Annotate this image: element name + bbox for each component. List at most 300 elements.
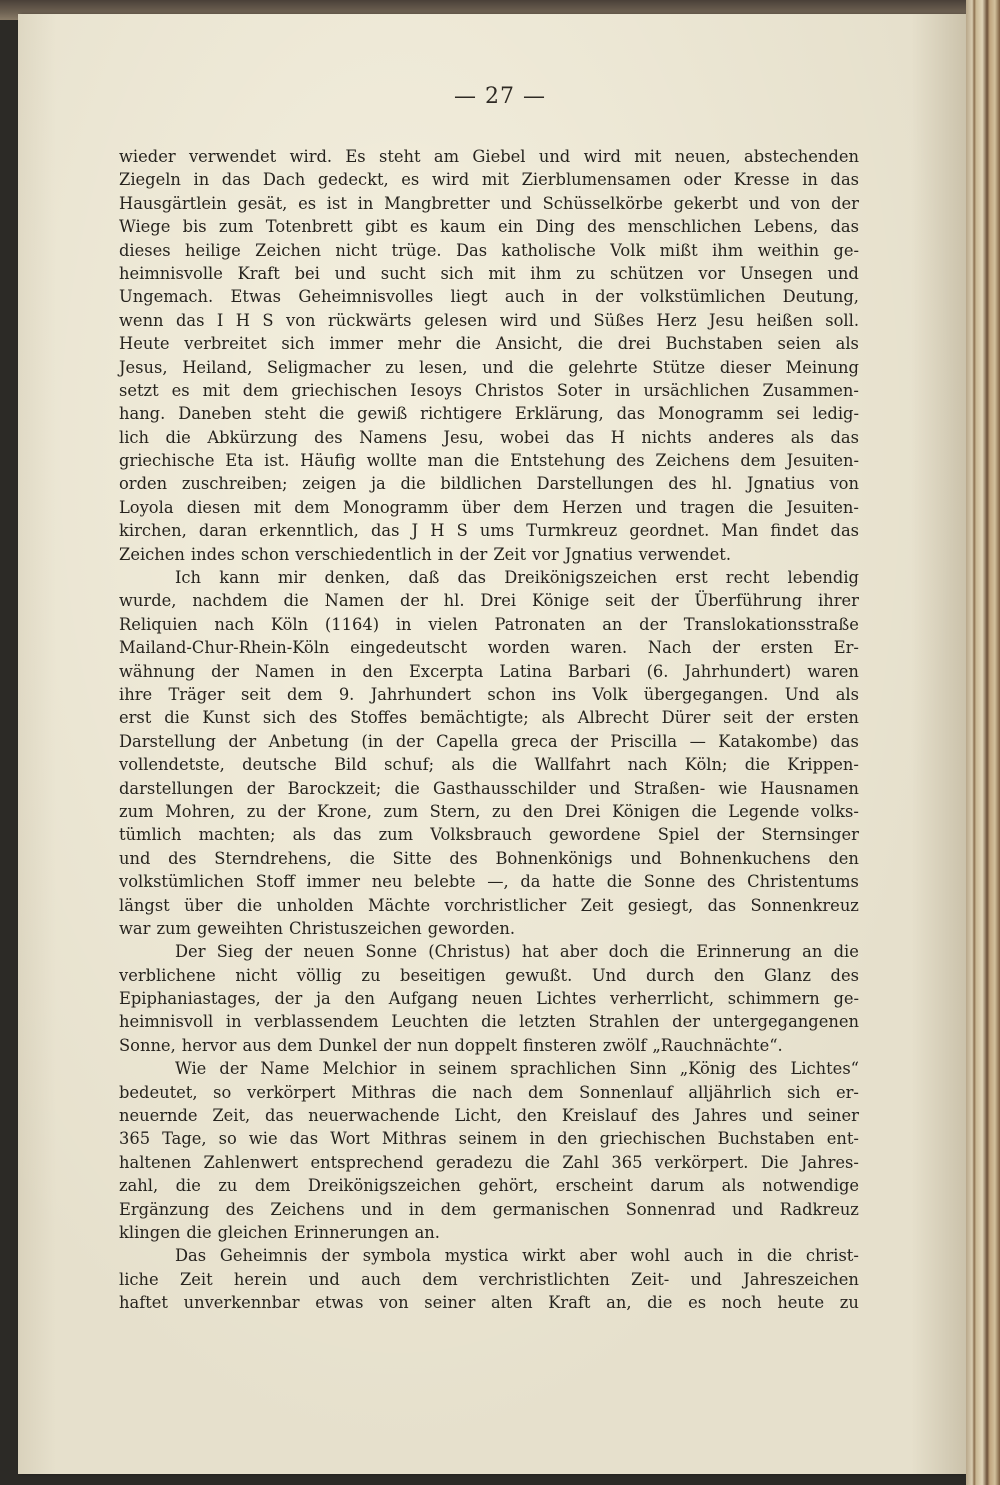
text-line xyxy=(119,262,859,285)
word: christ- xyxy=(805,1246,859,1266)
word: und xyxy=(630,848,662,868)
word: gleichen xyxy=(217,1222,288,1242)
text-line xyxy=(119,964,859,987)
word: Monogramm xyxy=(658,404,764,424)
word: die xyxy=(186,1222,212,1242)
word: Buchstaben xyxy=(717,1129,815,1149)
word: volkstümlichen xyxy=(119,872,245,892)
word: Jahreszeichen xyxy=(743,1269,859,1289)
word: dem xyxy=(440,1199,477,1219)
word: lich xyxy=(119,427,150,447)
word: den xyxy=(557,1129,588,1149)
word: richtigere xyxy=(420,404,502,424)
word: H xyxy=(235,310,250,330)
word: erkenntlich, xyxy=(259,521,359,541)
word: Christuszeichen xyxy=(288,918,422,938)
word: volks- xyxy=(810,801,859,821)
word: zu xyxy=(361,965,381,985)
word: heimnisvolle xyxy=(119,263,223,283)
word: J xyxy=(411,521,419,541)
word: Patronaten xyxy=(494,614,586,634)
word: in xyxy=(437,544,454,564)
text-line xyxy=(119,1104,859,1127)
word: gelehrte xyxy=(568,357,638,377)
word: Mohren, xyxy=(165,801,236,821)
word: ja xyxy=(315,989,331,1009)
word: haftet xyxy=(119,1293,168,1313)
page-stack-edge xyxy=(966,0,1000,1485)
word: Zeit, xyxy=(212,1106,251,1126)
word: „Rauchnächte“. xyxy=(652,1035,783,1055)
word: Abkürzung xyxy=(207,427,298,447)
word: verwendet xyxy=(188,147,277,166)
word: 365 xyxy=(119,1129,151,1149)
word: doch xyxy=(608,942,649,962)
word: die xyxy=(481,1012,507,1032)
word: (Christus) xyxy=(428,942,511,962)
word: Ziegeln xyxy=(119,170,181,190)
word: Darstellungen xyxy=(536,474,654,494)
word: symbola xyxy=(362,1246,431,1266)
word: 9. xyxy=(338,684,355,704)
text-line xyxy=(119,660,859,683)
word: Drei xyxy=(480,591,517,611)
word: das xyxy=(830,217,859,237)
word: des xyxy=(587,217,616,237)
word: seiner xyxy=(807,1106,859,1126)
word: das xyxy=(616,404,646,424)
word: das xyxy=(221,170,251,190)
word: mir xyxy=(277,568,307,588)
word: wird xyxy=(431,170,470,190)
word: seinem xyxy=(438,1059,498,1079)
word: vor xyxy=(698,263,726,283)
word: Albrecht xyxy=(577,708,649,728)
word: der xyxy=(650,591,679,611)
word: der xyxy=(716,825,745,845)
word: letzten xyxy=(519,1012,576,1032)
word: wähnung xyxy=(119,661,196,681)
word: der xyxy=(639,614,668,634)
word: als xyxy=(721,1176,745,1196)
text-line xyxy=(119,940,859,963)
word: Sonnenkreuz xyxy=(750,895,859,915)
word: die xyxy=(748,497,774,517)
word: geworden. xyxy=(427,918,516,938)
word: übergegangen. xyxy=(643,684,769,704)
word: und xyxy=(334,263,366,283)
word: immer xyxy=(329,334,383,354)
word: (1164) xyxy=(324,614,380,634)
word: das xyxy=(830,170,859,190)
text-line xyxy=(119,847,859,870)
word: in xyxy=(529,1129,546,1149)
word: Mangbretter xyxy=(384,193,490,213)
word: mißt xyxy=(659,240,698,260)
word: längst xyxy=(119,895,170,915)
word: vorchristlicher xyxy=(444,895,567,915)
word: ihre xyxy=(119,684,153,704)
word: des xyxy=(616,451,645,471)
word: tümlich xyxy=(119,825,182,845)
text-line xyxy=(119,730,859,753)
word: und xyxy=(748,193,781,213)
word: Buchstaben xyxy=(665,334,763,354)
word: das xyxy=(565,427,595,447)
word: er- xyxy=(836,1082,859,1102)
word: gewordene xyxy=(548,825,641,845)
word: und xyxy=(635,497,667,517)
word: unverkennbar xyxy=(183,1293,300,1313)
word: aber xyxy=(559,942,598,962)
word: den xyxy=(516,1106,548,1126)
word: tragen xyxy=(680,497,735,517)
word: seit xyxy=(240,684,271,704)
word: zum xyxy=(218,217,254,237)
word: Mächte xyxy=(367,895,431,915)
word: zeigen xyxy=(302,474,357,494)
word: die xyxy=(691,801,717,821)
word: aber xyxy=(579,1246,617,1266)
word: Iesoys xyxy=(410,380,462,400)
word: Ich xyxy=(175,568,202,588)
word: Seligmacher xyxy=(266,357,371,377)
word: mit xyxy=(634,147,662,166)
word: kann xyxy=(219,568,260,588)
word: die xyxy=(319,404,345,424)
word: der xyxy=(246,778,275,798)
word: als xyxy=(541,708,565,728)
word: verblassendem xyxy=(254,1012,379,1032)
word: über xyxy=(461,497,501,517)
word: liegt xyxy=(450,287,488,307)
word: die xyxy=(349,848,375,868)
word: in xyxy=(357,193,374,213)
text-line xyxy=(119,379,859,402)
word: steht xyxy=(379,147,421,166)
word: Hausgärtlein xyxy=(119,193,227,213)
word: Daneben xyxy=(178,404,252,424)
text-line xyxy=(119,566,859,589)
word: in xyxy=(562,287,578,307)
word: rückwärts xyxy=(327,310,412,330)
word: nicht xyxy=(235,965,278,985)
word: der xyxy=(595,287,623,307)
word: Sitte xyxy=(392,848,432,868)
word: Lichtes xyxy=(536,989,597,1009)
word: ja xyxy=(370,474,386,494)
word: der xyxy=(264,942,293,962)
word: neuerwachende xyxy=(308,1106,440,1126)
word: Zahlenwert xyxy=(203,1152,299,1172)
word: und xyxy=(690,1269,722,1289)
word: der xyxy=(321,1246,349,1266)
word: Translokationsstraße xyxy=(683,614,859,634)
word: das xyxy=(370,521,400,541)
word: Sterndrehens, xyxy=(214,848,332,868)
word: Namen xyxy=(255,661,315,681)
word: Giebel xyxy=(472,147,526,166)
text-line xyxy=(119,168,859,191)
word: daß xyxy=(408,568,440,588)
word: Gasthausschilder xyxy=(432,778,576,798)
word: Sonne, xyxy=(119,1035,176,1055)
word: Krone, xyxy=(316,801,372,821)
word: Deutung, xyxy=(782,287,859,307)
word: unholden xyxy=(276,895,354,915)
word: nachdem xyxy=(192,591,268,611)
word: zu xyxy=(839,1293,859,1313)
word: dieser xyxy=(719,357,771,377)
word: Hausnamen xyxy=(760,778,859,798)
word: beseitigen xyxy=(400,965,486,985)
word: untergegangenen xyxy=(712,1012,859,1032)
word: Sternsinger xyxy=(761,825,859,845)
word: Bohnenkuchens xyxy=(679,848,811,868)
word: das xyxy=(289,1129,319,1149)
word: Latina xyxy=(499,661,552,681)
word: von xyxy=(286,310,316,330)
word: verchristlichten xyxy=(478,1269,610,1289)
word: Der xyxy=(175,942,206,962)
text-line xyxy=(119,800,859,823)
text-line xyxy=(119,1081,859,1104)
word: (in xyxy=(361,731,384,751)
word: Kraft xyxy=(548,1293,591,1313)
word: Drei xyxy=(564,801,601,821)
word: der xyxy=(570,731,598,751)
word: wenn xyxy=(119,310,164,330)
word: zum xyxy=(383,801,419,821)
text-line xyxy=(119,285,859,308)
word: Darstellung xyxy=(119,731,216,751)
word: wird. xyxy=(289,147,333,166)
word: abstechenden xyxy=(744,147,859,166)
word: Stütze xyxy=(652,357,706,377)
word: und xyxy=(119,848,151,868)
word: nach xyxy=(627,755,668,775)
word: es xyxy=(298,193,317,213)
word: Dürer xyxy=(661,708,711,728)
word: immer xyxy=(306,872,361,892)
word: des xyxy=(830,965,859,985)
word: die xyxy=(165,427,191,447)
word: verbreitet xyxy=(184,334,267,354)
text-line xyxy=(119,1010,859,1033)
text-line xyxy=(119,426,859,449)
word: menschlichen xyxy=(627,217,742,237)
word: Bohnenkönigs xyxy=(495,848,613,868)
word: Volk xyxy=(610,240,646,260)
word: der xyxy=(277,801,306,821)
text-line xyxy=(119,987,859,1010)
word: Excerpta xyxy=(409,661,484,681)
word: griechische xyxy=(119,451,215,471)
word: neuen xyxy=(303,942,355,962)
word: hl. xyxy=(711,474,733,494)
word: der xyxy=(274,989,303,1009)
word: die xyxy=(528,357,554,377)
word: des xyxy=(707,872,736,892)
word: seit xyxy=(605,591,635,611)
word: die xyxy=(606,872,633,892)
word: von xyxy=(790,193,821,213)
word: wobei xyxy=(500,427,550,447)
word: ihrer xyxy=(818,591,859,611)
word: katholische xyxy=(501,240,596,260)
word: Köln; xyxy=(684,755,728,775)
word: Zeit xyxy=(580,895,614,915)
word: waren. xyxy=(570,638,628,658)
word: Soter xyxy=(556,380,602,400)
word: Überführung xyxy=(694,591,803,611)
word: Träger xyxy=(168,684,225,704)
word: Königen xyxy=(612,801,680,821)
word: lebendig xyxy=(787,568,859,588)
word: 365 xyxy=(611,1152,643,1172)
text-line xyxy=(119,683,859,706)
word: Häufig xyxy=(300,451,356,471)
word: Wort xyxy=(330,1129,370,1149)
word: sucht xyxy=(380,263,426,283)
word: heißen xyxy=(756,310,813,330)
word: Kreislauf xyxy=(561,1106,637,1126)
word: Glanz xyxy=(763,965,811,985)
word: neuernde xyxy=(119,1106,198,1126)
word: Erinnerungen xyxy=(293,1222,409,1242)
word: zwölf xyxy=(602,1035,647,1055)
word: zuschreiben; xyxy=(181,474,288,494)
word: des xyxy=(449,848,478,868)
word: Man xyxy=(721,521,759,541)
word: Zeit xyxy=(179,1269,213,1289)
text-line xyxy=(119,636,859,659)
word: vielen xyxy=(428,614,478,634)
word: Bild xyxy=(334,755,367,775)
word: Jesuiten- xyxy=(786,451,859,471)
word: Barbari xyxy=(567,661,631,681)
word: Sonnenlauf xyxy=(579,1082,673,1102)
word: Herz xyxy=(656,310,697,330)
word: der xyxy=(672,1012,700,1032)
word: verblichene xyxy=(119,965,216,985)
text-line xyxy=(119,496,859,519)
word: von xyxy=(829,474,859,494)
word: gehört, xyxy=(478,1176,539,1196)
word: an. xyxy=(414,1222,440,1242)
word: Jesuiten- xyxy=(786,497,859,517)
word: es xyxy=(401,170,420,190)
word: Dreikönigszeichen xyxy=(307,1176,461,1196)
word: das xyxy=(830,427,859,447)
text-line xyxy=(119,917,859,940)
word: ersten xyxy=(806,708,859,728)
word: sich xyxy=(262,708,297,728)
word: Reliquien xyxy=(119,614,198,634)
word: hang. xyxy=(119,404,166,424)
word: der xyxy=(395,731,424,751)
word: und xyxy=(308,1269,340,1289)
word: darstellungen xyxy=(119,778,234,798)
word: Jesu, xyxy=(443,427,484,447)
word: Jgnatius xyxy=(564,544,633,564)
word: oder xyxy=(683,170,722,190)
word: wie xyxy=(718,778,748,798)
word: waren xyxy=(807,661,859,681)
word: erst xyxy=(675,568,708,588)
text-line xyxy=(119,472,859,495)
word: Erinnerung xyxy=(696,942,791,962)
word: hervor xyxy=(181,1035,237,1055)
word: H xyxy=(430,521,445,541)
word: der xyxy=(459,544,488,564)
word: Geheimnis xyxy=(219,1246,308,1266)
word: erst xyxy=(119,708,152,728)
word: belebte xyxy=(414,872,476,892)
word: sprachlichen xyxy=(510,1059,617,1079)
word: Es xyxy=(345,147,366,166)
word: Sonne xyxy=(643,872,696,892)
word: mit xyxy=(481,170,510,190)
word: Ansicht, xyxy=(495,334,563,354)
word: sei xyxy=(776,404,800,424)
word: mit xyxy=(488,263,516,283)
word: hatte xyxy=(552,872,596,892)
text-line xyxy=(119,613,859,636)
word: Kunst xyxy=(202,708,250,728)
word: trüge. xyxy=(391,240,442,260)
word: gibt xyxy=(365,217,398,237)
word: dem xyxy=(277,1035,313,1055)
word: in xyxy=(802,170,818,190)
word: wohl xyxy=(630,1246,670,1266)
text-line xyxy=(119,823,859,846)
text-line xyxy=(119,894,859,917)
word: ge- xyxy=(833,240,859,260)
word: zu xyxy=(218,1176,238,1196)
word: und xyxy=(732,1199,764,1219)
word: germanischen xyxy=(492,1199,610,1219)
word: worden xyxy=(487,638,550,658)
word: zum xyxy=(378,825,414,845)
word: das xyxy=(333,825,362,845)
word: geradezu xyxy=(435,1152,513,1172)
word: mystica xyxy=(444,1246,509,1266)
word: Kraft xyxy=(237,263,280,283)
word: die xyxy=(400,474,426,494)
word: Könige xyxy=(531,591,590,611)
word: die xyxy=(766,1246,793,1266)
word: den xyxy=(828,848,859,868)
word: Sonnenrad xyxy=(625,1199,716,1219)
word: und xyxy=(827,263,859,283)
word: die xyxy=(175,1176,201,1196)
word: schon xyxy=(241,544,290,564)
word: gelesen xyxy=(423,310,488,330)
word: in xyxy=(330,661,347,681)
text-line xyxy=(119,1034,859,1057)
word: und xyxy=(538,147,571,166)
word: Meinung xyxy=(785,357,859,377)
word: an xyxy=(802,942,823,962)
word: Volk xyxy=(592,684,628,704)
text-line xyxy=(119,1268,859,1291)
text-line xyxy=(119,519,859,542)
word: neu xyxy=(371,872,403,892)
text-line xyxy=(119,332,859,355)
word: bis xyxy=(182,217,207,237)
word: setzt xyxy=(119,380,159,400)
